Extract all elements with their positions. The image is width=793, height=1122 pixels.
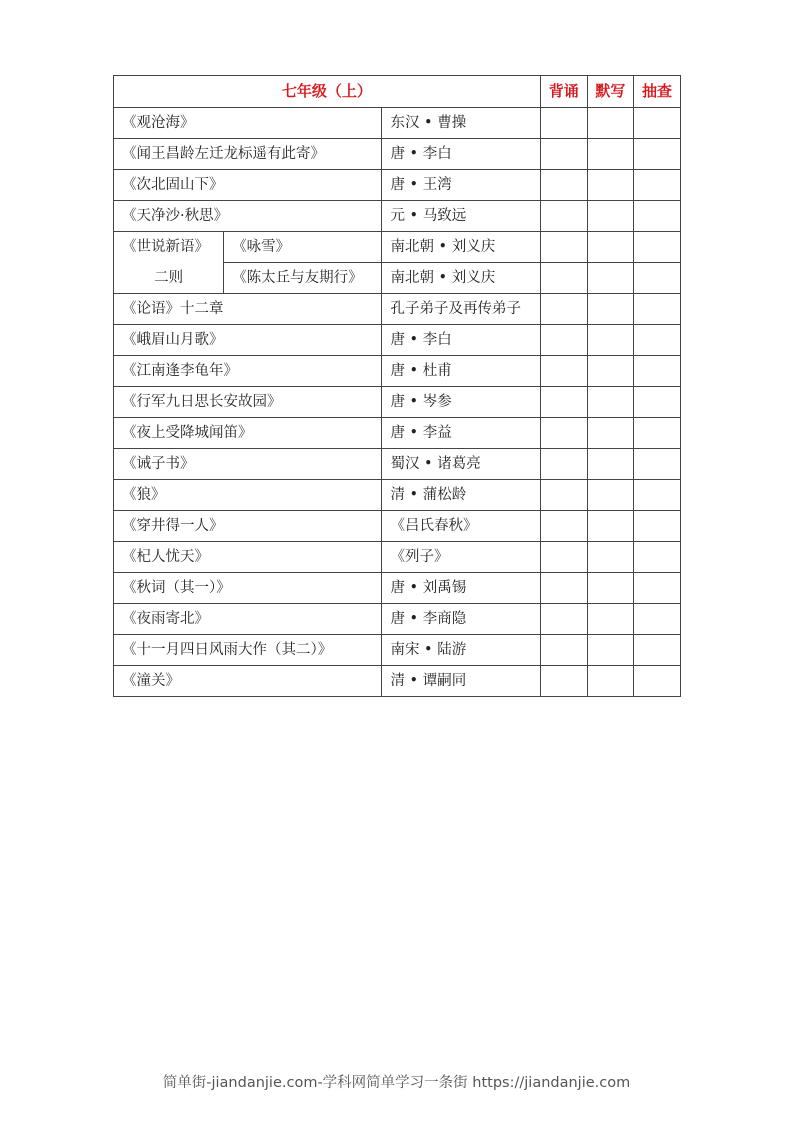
dictation-cell <box>587 449 633 480</box>
check-cell <box>633 294 680 325</box>
poem-author: 蜀汉 • 诸葛亮 <box>382 449 540 480</box>
table-row <box>114 635 681 666</box>
dictation-cell <box>587 666 633 697</box>
poem-author: 唐 • 王湾 <box>382 170 540 201</box>
poem-author: 唐 • 岑参 <box>382 387 540 418</box>
poem-title: 《峨眉山月歌》 <box>114 325 382 356</box>
check-cell <box>633 139 680 170</box>
check-cell <box>633 511 680 542</box>
dictation-cell <box>587 170 633 201</box>
check-cell <box>633 108 680 139</box>
dictation-cell <box>587 387 633 418</box>
table-row <box>114 573 681 604</box>
poem-author: 《列子》 <box>382 542 540 573</box>
recite-cell <box>540 139 587 170</box>
recite-cell <box>540 325 587 356</box>
dictation-cell <box>587 201 633 232</box>
group-title: 《世说新语》 <box>114 232 224 263</box>
table-row <box>114 294 681 325</box>
recite-cell <box>540 449 587 480</box>
check-cell <box>633 170 680 201</box>
dictation-cell <box>587 418 633 449</box>
poem-title: 《穿井得一人》 <box>114 511 382 542</box>
check-cell <box>633 201 680 232</box>
poem-title: 《行军九日思长安故园》 <box>114 387 382 418</box>
dictation-cell <box>587 139 633 170</box>
poem-title: 《夜上受降城闻笛》 <box>114 418 382 449</box>
table-row <box>114 170 681 201</box>
check-cell <box>633 387 680 418</box>
poem-author: 孔子弟子及再传弟子 <box>382 294 540 325</box>
recite-cell <box>540 387 587 418</box>
poem-title: 《天净沙·秋思》 <box>114 201 382 232</box>
recite-cell <box>540 666 587 697</box>
recite-cell <box>540 542 587 573</box>
poem-author: 唐 • 杜甫 <box>382 356 540 387</box>
poem-title: 《夜雨寄北》 <box>114 604 382 635</box>
table-row <box>114 604 681 635</box>
recite-cell <box>540 294 587 325</box>
check-cell <box>633 604 680 635</box>
poem-title: 《陈太丘与友期行》 <box>224 263 382 294</box>
col-recite-heading: 背诵 <box>540 76 587 108</box>
dictation-cell <box>587 573 633 604</box>
site-footer: 简单街-jiandanjie.com-学科网简单学习一条街 https://jiandanjie.com <box>162 1075 631 1091</box>
recite-cell <box>540 418 587 449</box>
poem-author: 东汉 • 曹操 <box>382 108 540 139</box>
poem-title: 《闻王昌龄左迁龙标遥有此寄》 <box>114 139 382 170</box>
table-row <box>114 356 681 387</box>
col-dictation-heading: 默写 <box>587 76 633 108</box>
poem-author: 唐 • 刘禹锡 <box>382 573 540 604</box>
table-row <box>114 542 681 573</box>
poem-title: 《次北固山下》 <box>114 170 382 201</box>
recite-cell <box>540 511 587 542</box>
table-row <box>114 449 681 480</box>
poem-title: 《杞人忧天》 <box>114 542 382 573</box>
table-row <box>114 108 681 139</box>
poem-title: 《狼》 <box>114 480 382 511</box>
check-cell <box>633 573 680 604</box>
dictation-cell <box>587 263 633 294</box>
dictation-cell <box>587 356 633 387</box>
check-cell <box>633 325 680 356</box>
table-row-group <box>114 232 681 263</box>
recite-cell <box>540 263 587 294</box>
poem-author: 唐 • 李白 <box>382 325 540 356</box>
table-row-group <box>114 263 681 294</box>
poem-checklist-table <box>113 75 681 697</box>
poem-author: 南宋 • 陆游 <box>382 635 540 666</box>
poem-title: 《秋词（其一）》 <box>114 573 382 604</box>
table-row <box>114 387 681 418</box>
poem-author: 《吕氏春秋》 <box>382 511 540 542</box>
table-row <box>114 201 681 232</box>
check-cell <box>633 635 680 666</box>
recite-cell <box>540 635 587 666</box>
poem-title: 《观沧海》 <box>114 108 382 139</box>
table-row <box>114 139 681 170</box>
poem-title: 《江南逢李龟年》 <box>114 356 382 387</box>
dictation-cell <box>587 604 633 635</box>
poem-author: 南北朝 • 刘义庆 <box>382 232 540 263</box>
poem-title: 《咏雪》 <box>224 232 382 263</box>
check-cell <box>633 418 680 449</box>
dictation-cell <box>587 480 633 511</box>
recite-cell <box>540 604 587 635</box>
check-cell <box>633 263 680 294</box>
dictation-cell <box>587 294 633 325</box>
dictation-cell <box>587 108 633 139</box>
poem-author: 唐 • 李益 <box>382 418 540 449</box>
table-row <box>114 325 681 356</box>
col-check-heading: 抽查 <box>633 76 680 108</box>
poem-title: 《潼关》 <box>114 666 382 697</box>
poem-author: 元 • 马致远 <box>382 201 540 232</box>
table-row <box>114 511 681 542</box>
check-cell <box>633 542 680 573</box>
table-row <box>114 480 681 511</box>
dictation-cell <box>587 635 633 666</box>
poem-author: 清 • 谭嗣同 <box>382 666 540 697</box>
dictation-cell <box>587 511 633 542</box>
poem-author: 唐 • 李白 <box>382 139 540 170</box>
recite-cell <box>540 201 587 232</box>
recite-cell <box>540 573 587 604</box>
recite-cell <box>540 356 587 387</box>
poem-title: 《诫子书》 <box>114 449 382 480</box>
group-subtitle: 二则 <box>114 263 224 294</box>
check-cell <box>633 232 680 263</box>
table-header-row <box>114 76 681 108</box>
check-cell <box>633 480 680 511</box>
poem-author: 唐 • 李商隐 <box>382 604 540 635</box>
dictation-cell <box>587 542 633 573</box>
dictation-cell <box>587 325 633 356</box>
table-row <box>114 418 681 449</box>
poem-title: 《论语》十二章 <box>114 294 382 325</box>
recite-cell <box>540 232 587 263</box>
poem-author: 清 • 蒲松龄 <box>382 480 540 511</box>
check-cell <box>633 666 680 697</box>
dictation-cell <box>587 232 633 263</box>
recite-cell <box>540 480 587 511</box>
check-cell <box>633 356 680 387</box>
poem-author: 南北朝 • 刘义庆 <box>382 263 540 294</box>
grade-heading: 七年级（上） <box>114 76 541 108</box>
poem-title: 《十一月四日风雨大作（其二）》 <box>114 635 382 666</box>
check-cell <box>633 449 680 480</box>
recite-cell <box>540 108 587 139</box>
table-row <box>114 666 681 697</box>
recite-cell <box>540 170 587 201</box>
